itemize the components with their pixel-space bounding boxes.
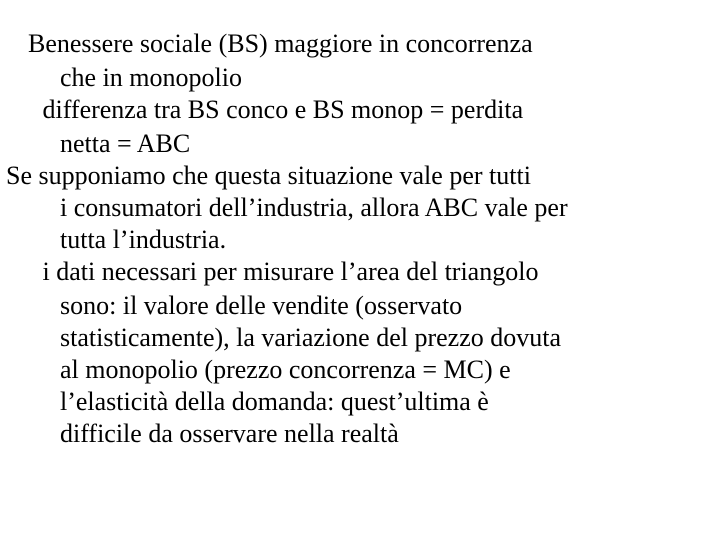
text-line: al monopolio (prezzo concorrenza = MC) e: [60, 355, 511, 384]
text-line: sono: il valore delle vendite (osservato: [60, 291, 463, 320]
text-line: statisticamente), la variazione del prezzo dovuta: [60, 323, 561, 352]
text-line: difficile da osservare nella realtà: [60, 419, 399, 448]
text-line: i dati necessari per misurare l’area del triangolo: [36, 257, 539, 286]
text-line: Se supponiamo che questa situazione vale per tutti: [6, 161, 531, 190]
implies-arrow-icon: [6, 96, 36, 128]
text-line: differenza tra BS conco e BS monop = perdita: [36, 95, 524, 124]
text-line: l’elasticità della domanda: quest’ultima è: [60, 387, 489, 416]
implies-arrow-icon: [6, 30, 28, 62]
paragraph-benessere-sociale: [6, 28, 706, 94]
text-line: che in monopolio: [60, 63, 242, 92]
text-line: netta = ABC: [60, 129, 191, 158]
text-line: tutta l’industria.: [60, 225, 227, 254]
paragraph-dati-necessari: [6, 256, 706, 450]
implies-arrow-icon: [6, 258, 36, 290]
text-line: i consumatori dell’industria, allora ABC vale per: [60, 193, 568, 222]
text-line: Benessere sociale (BS) maggiore in concorrenza: [28, 29, 533, 58]
paragraph-differenza: [6, 94, 706, 160]
slide-text-block: [6, 28, 706, 450]
paragraph-se-supponiamo: [6, 160, 706, 256]
